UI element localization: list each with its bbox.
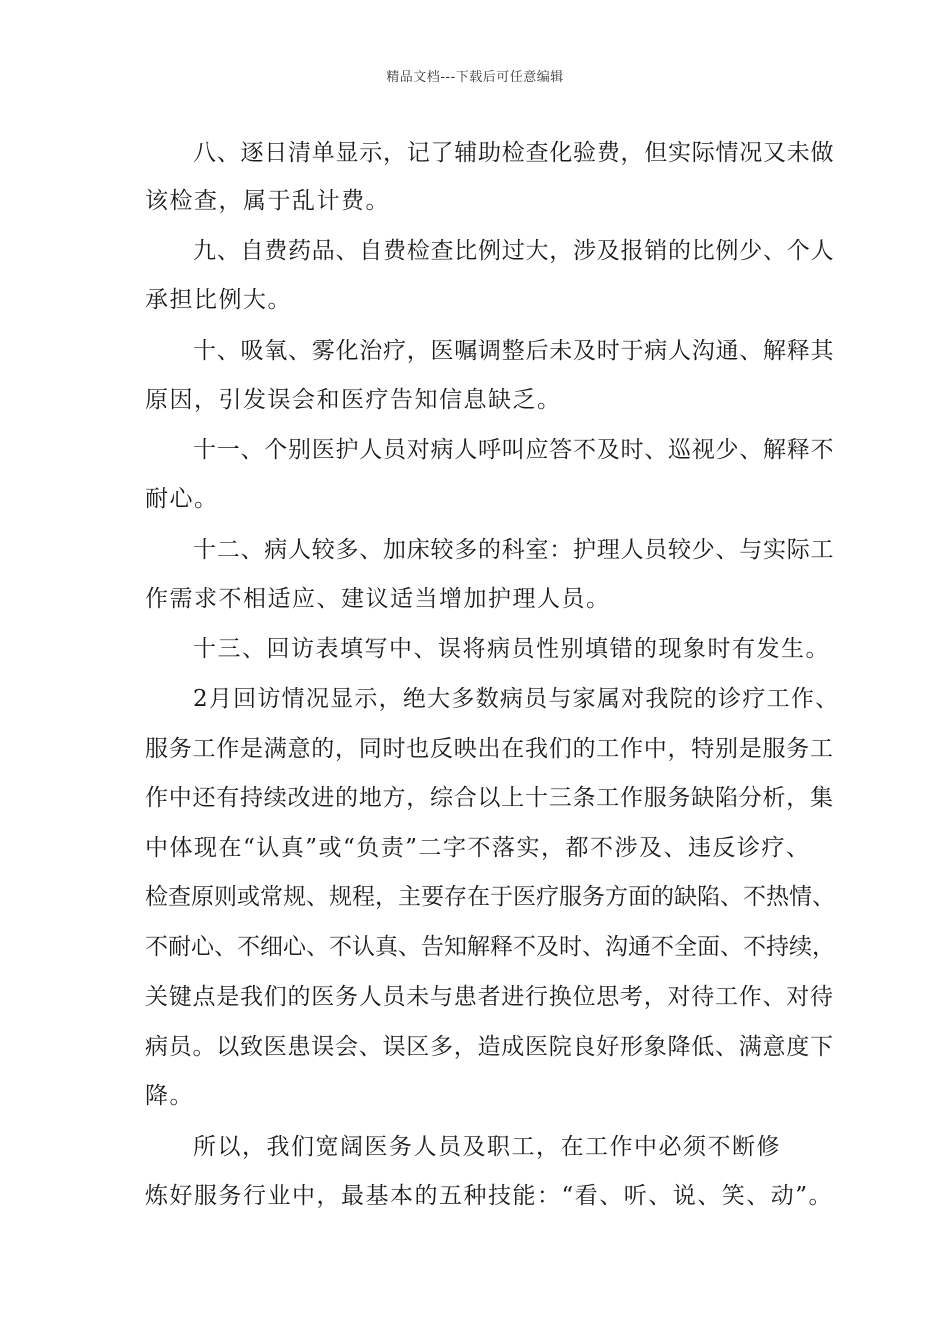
text-line: 不耐心、不细心、不认真、告知解释不及时、沟通不全面、不持续，	[145, 934, 835, 960]
text-line: 炼好服务行业中，最基本的五种技能：“看、听、说、笑、动”。	[145, 1183, 834, 1209]
text-line: 所以，我们宽阔医务人员及职工，在工作中必须不断修	[193, 1134, 781, 1160]
text-line: 十二、病人较多、加床较多的科室：护理人员较少、与实际工	[193, 537, 835, 563]
text-line: 九、自费药品、自费检查比例过大，涉及报销的比例少、个人	[193, 238, 835, 264]
text-line: 检查原则或常规、规程，主要存在于医疗服务方面的缺陷、不热情、	[145, 884, 835, 910]
text-line: 十一、个别医护人员对病人呼叫应答不及时、巡视少、解释不	[193, 437, 835, 463]
text-line: 十、吸氧、雾化治疗，医嘱调整后未及时于病人沟通、解释其	[193, 338, 835, 364]
text-line: 中体现在“认真”或“负责”二字不落实，都不涉及、违反诊疗、	[145, 835, 811, 861]
text-line: 八、逐日清单显示，记了辅助检查化验费，但实际情况又未做	[193, 140, 835, 166]
text-line: 2月回访情况显示，绝大多数病员与家属对我院的诊疗工作、	[193, 686, 840, 712]
text-line: 原因，引发误会和医疗告知信息缺乏。	[145, 387, 562, 413]
text-line: 该检查，属于乱计费。	[145, 188, 390, 214]
text-line: 耐心。	[145, 486, 219, 512]
page-header: 精品文档---下载后可任意编辑	[386, 70, 564, 85]
text-line: 作中还有持续改进的地方，综合以上十三条工作服务缺陷分析，集	[145, 785, 834, 811]
text-line: 承担比例大。	[145, 287, 292, 313]
text-line: 病员。以致医患误会、误区多，造成医院良好形象降低、满意度下	[145, 1034, 834, 1060]
text-line: 关键点是我们的医务人员未与患者进行换位思考，对待工作、对待	[145, 984, 834, 1010]
text-line: 十三、回访表填写中、误将病员性别填错的现象时有发生。	[193, 636, 830, 662]
text-line: 降。	[145, 1083, 194, 1109]
text-line: 作需求不相适应、建议适当增加护理人员。	[145, 586, 611, 612]
text-line: 服务工作是满意的，同时也反映出在我们的工作中，特别是服务工	[145, 736, 834, 762]
